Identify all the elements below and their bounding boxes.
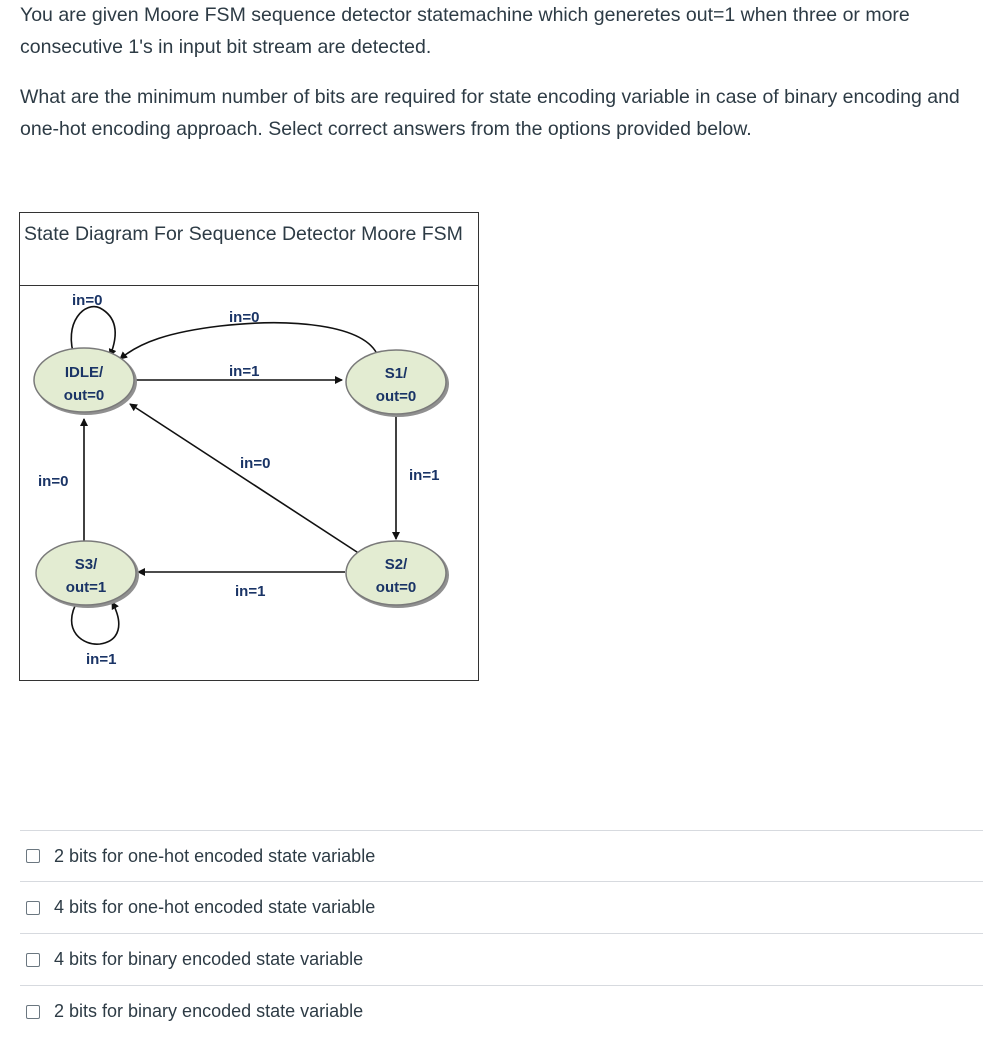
state-s3-name: S3/ [74,556,98,573]
state-idle-out: out=0 [63,387,105,404]
answer-option-2[interactable] [20,881,983,933]
label-s1-to-idle: in=0 [229,309,260,326]
answer-options [20,830,983,1037]
state-s2-name: S2/ [384,556,408,573]
state-s3 [36,541,139,608]
state-s1-name: S1/ [384,365,408,382]
answer-option-3[interactable] [20,933,983,985]
state-diagram [20,286,480,682]
answer-4-label: 2 bits for binary encoded state variable [54,1001,364,1021]
label-s1-to-s2: in=1 [409,467,440,484]
state-idle [34,348,137,415]
label-s3-self: in=1 [86,651,117,668]
answer-1-checkbox[interactable] [26,849,40,863]
state-s2 [346,541,449,608]
answer-1-label: 2 bits for one-hot encoded state variable [54,845,376,866]
answer-option-4[interactable] [20,985,983,1037]
answer-2-label: 4 bits for one-hot encoded state variable [54,897,376,917]
state-s1-out: out=0 [375,388,417,405]
label-idle-self: in=0 [72,292,103,309]
edge-s1-to-idle [120,323,378,359]
state-s1 [346,350,449,417]
answer-4-checkbox[interactable] [26,1005,40,1019]
label-s2-to-s3: in=1 [235,583,266,600]
question-paragraph-1: You are given Moore FSM sequence detector statemachine which generetes out=1 when three or more consecutive 1's in input bit stream are detected. [20,4,910,58]
state-s2-out: out=0 [375,579,417,596]
answer-option-1[interactable] [20,830,983,881]
state-idle-name: IDLE/ [64,364,104,381]
label-s2-to-idle: in=0 [240,455,271,472]
answer-3-label: 4 bits for binary encoded state variable [54,949,364,969]
edge-s2-to-idle [130,404,360,554]
answer-3-checkbox[interactable] [26,953,40,967]
figure-caption: State Diagram For Sequence Detector Moore FSM [20,213,478,286]
question-paragraph-2: What are the minimum number of bits are required for state encoding variable in case of binary encoding and one-hot encoding approach. Select correct answers from the options provided below. [20,86,960,140]
state-s3-out: out=1 [65,579,107,596]
label-s3-to-idle: in=0 [38,473,69,490]
answer-2-checkbox[interactable] [26,901,40,915]
label-idle-to-s1: in=1 [229,363,260,380]
state-diagram-figure [19,212,479,681]
